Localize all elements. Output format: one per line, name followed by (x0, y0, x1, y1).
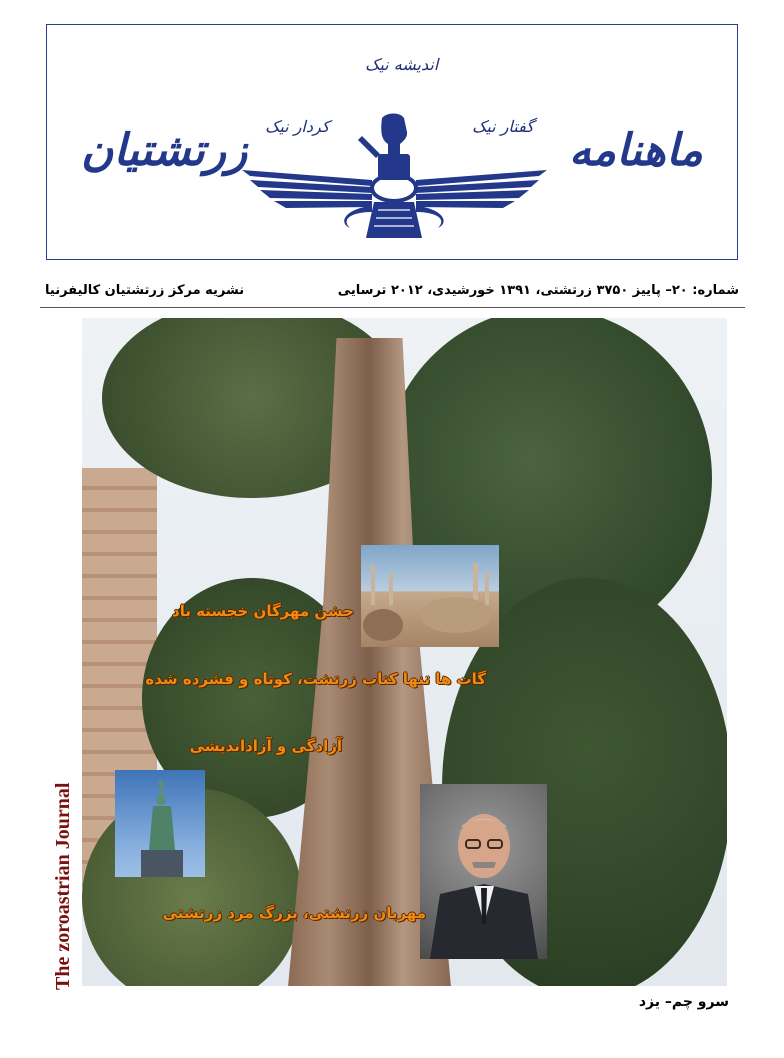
headline-mehraban: مهربان زرتشتی، بزرگ مرد زرتشتی (162, 904, 426, 922)
publisher-line: نشریه مرکز زرتشتیان کالیفرنیا (45, 283, 245, 298)
headline-gathas: گات ها تنها کتاب زرتشت، کوتاه و فشرده شده (145, 670, 486, 688)
motto-top: اندیشه نیک (365, 55, 439, 74)
statue-of-liberty-illustration (115, 770, 205, 877)
masthead-title-left: زرتشتیان (81, 125, 248, 176)
portrait-inset-photo (420, 784, 547, 959)
issue-details: شماره: ۲۰– پاییز ۳۷۵۰ زرتشتی، ۱۳۹۱ خورشیدی، ۲۰۱۲ ترسایی (337, 283, 739, 298)
ruins-illustration (361, 545, 499, 647)
motto-right: گفتار نیک (472, 117, 534, 136)
divider (40, 307, 745, 308)
masthead-title-right: ماهنامه (568, 125, 703, 176)
portrait-illustration (420, 784, 547, 959)
masthead (46, 24, 738, 260)
ruins-inset-photo (361, 545, 499, 647)
journal-vertical-title: The zoroastrian Journal (52, 782, 74, 990)
cover-photo (82, 318, 727, 986)
photo-caption: سرو چم– یزد (638, 994, 729, 1010)
headline-mehregan: جشن مهرگان خجسته باد (172, 602, 354, 620)
motto-left: کردار نیک (265, 117, 330, 136)
liberty-inset-photo (115, 770, 205, 877)
faravahar-emblem-icon (242, 110, 547, 240)
headline-freedom: آزادگی و آزاداندیشی (189, 737, 342, 755)
